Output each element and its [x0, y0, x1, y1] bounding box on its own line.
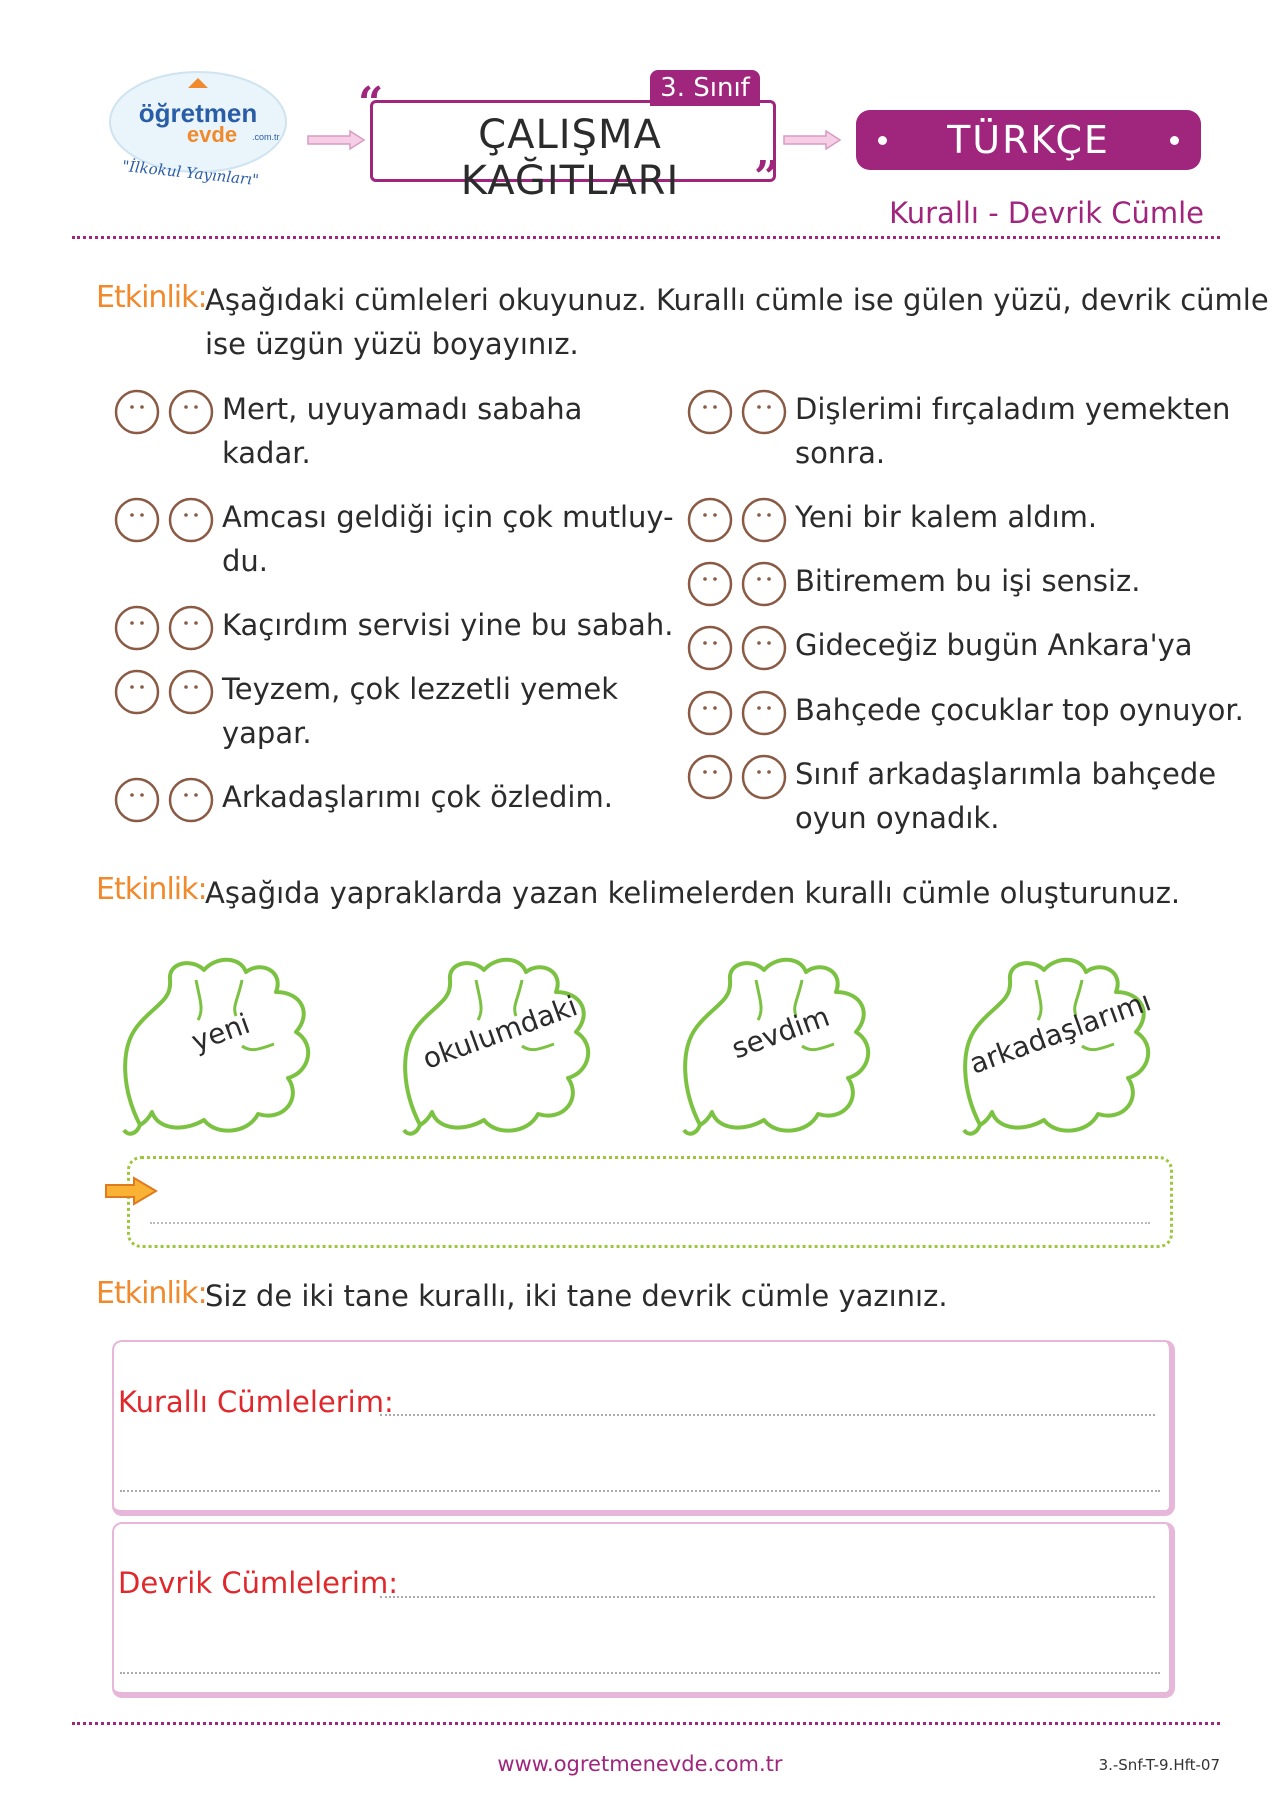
face-pair-icon[interactable] — [113, 604, 223, 654]
face-pair-icon[interactable] — [113, 388, 223, 438]
logo — [100, 60, 300, 200]
footer-divider — [72, 1722, 1220, 1725]
activity1-instruction-line2: ise üzgün yüzü boyayınız. — [205, 327, 579, 361]
subject-badge — [856, 110, 1201, 170]
face-pair-icon[interactable] — [686, 753, 796, 803]
bullet-icon — [1170, 136, 1179, 145]
writing-line[interactable] — [120, 1490, 1160, 1492]
activity2-instruction: Aşağıda yapraklarda yazan kelimelerden kurallı cümle oluşturunuz. — [205, 876, 1181, 910]
writing-line[interactable] — [380, 1414, 1155, 1416]
face-pair-icon[interactable] — [686, 388, 796, 438]
left-sentence — [222, 387, 582, 475]
sentence-line: Amcası geldiği için çok mutluy- — [222, 500, 674, 534]
right-sentence — [795, 559, 1140, 603]
answer-line[interactable] — [150, 1222, 1150, 1224]
sentence-line: Arkadaşlarımı çok özledim. — [222, 780, 613, 814]
leaf-word: arkadaşlarımı — [965, 983, 1156, 1081]
sentence-line: Bitiremem bu işi sensiz. — [795, 564, 1141, 598]
left-sentence — [222, 603, 673, 647]
leaf-word: yeni — [186, 1006, 254, 1058]
face-pair-icon[interactable] — [686, 624, 796, 674]
left-sentence — [222, 495, 674, 583]
grade-tab: 3. Sınıf — [650, 70, 760, 106]
activity1-instruction-line1: Aşağıdaki cümleleri okuyunuz. Kurallı cümle ise gülen yüzü, devrik cümle — [205, 283, 1269, 317]
sentence-line: oyun oynadık. — [795, 801, 1000, 835]
header-arrow-right — [782, 130, 842, 154]
face-pair-icon[interactable] — [686, 560, 796, 610]
face-pair-icon[interactable] — [113, 668, 223, 718]
sentence-line: Mert, uyuyamadı sabaha — [222, 392, 583, 426]
right-sentence — [795, 752, 1216, 840]
bullet-icon — [878, 136, 887, 145]
svg-text:"İlkokul Yayınları": "İlkokul Yayınları" — [121, 156, 260, 190]
devrik-label: Devrik Cümlelerim: — [118, 1566, 399, 1600]
activity-label: Etkinlik: — [96, 280, 207, 315]
sentence-line: yapar. — [222, 716, 312, 750]
svg-text:öğretmen: öğretmen — [138, 98, 258, 128]
close-quote-icon: ” — [754, 152, 780, 203]
sentence-line: kadar. — [222, 436, 311, 470]
activity-label: Etkinlik: — [96, 872, 207, 907]
answer-box[interactable] — [127, 1156, 1173, 1248]
sentence-line: Gideceğiz bugün Ankara'ya — [795, 628, 1193, 662]
face-pair-icon[interactable] — [686, 496, 796, 546]
right-sentence — [795, 688, 1244, 732]
subject-label: TÜRKÇE — [947, 118, 1110, 162]
right-sentence — [795, 495, 1097, 539]
footer-url[interactable]: www.ogretmenevde.com.tr — [497, 1752, 783, 1776]
svg-text:evde: evde — [186, 122, 238, 147]
leaf-word: okulumdaki — [418, 988, 582, 1076]
face-pair-icon[interactable] — [113, 776, 223, 826]
activity3-instruction: Siz de iki tane kurallı, iki tane devrik cümle yazınız. — [205, 1279, 948, 1313]
header-divider — [72, 236, 1220, 239]
right-sentence — [795, 623, 1193, 667]
sentence-line: Bahçede çocuklar top oynuyor. — [795, 693, 1244, 727]
face-pair-icon[interactable] — [113, 496, 223, 546]
activity-label: Etkinlik: — [96, 1276, 207, 1311]
face-pair-icon[interactable] — [686, 689, 796, 739]
sentence-line: Kaçırdım servisi yine bu sabah. — [222, 608, 674, 642]
page-title: ÇALIŞMA KAĞITLARI — [460, 112, 680, 204]
left-sentence — [222, 775, 613, 819]
sentence-line: Yeni bir kalem aldım. — [795, 500, 1098, 534]
sentence-line: Sınıf arkadaşlarımla bahçede — [795, 757, 1217, 791]
pointer-arrow-icon — [104, 1176, 160, 1206]
sentence-line: Teyzem, çok lezzetli yemek — [222, 672, 619, 706]
writing-line[interactable] — [380, 1596, 1155, 1598]
open-quote-icon: “ — [358, 78, 384, 129]
writing-line[interactable] — [120, 1672, 1160, 1674]
sentence-line: Dişlerimi fırçaladım yemekten — [795, 392, 1231, 426]
right-sentence — [795, 387, 1230, 475]
sentence-line: sonra. — [795, 436, 886, 470]
kuralli-label: Kurallı Cümlelerim: — [118, 1385, 394, 1419]
topic-title: Kurallı - Devrik Cümle — [889, 196, 1204, 230]
leaf-word: sevdim — [726, 999, 834, 1065]
page-code: 3.-Snf-T-9.Hft-07 — [1098, 1756, 1220, 1774]
sentence-line: du. — [222, 544, 269, 578]
svg-text:.com.tr: .com.tr — [252, 132, 280, 142]
header-arrow-left — [306, 130, 366, 154]
left-sentence — [222, 667, 618, 755]
